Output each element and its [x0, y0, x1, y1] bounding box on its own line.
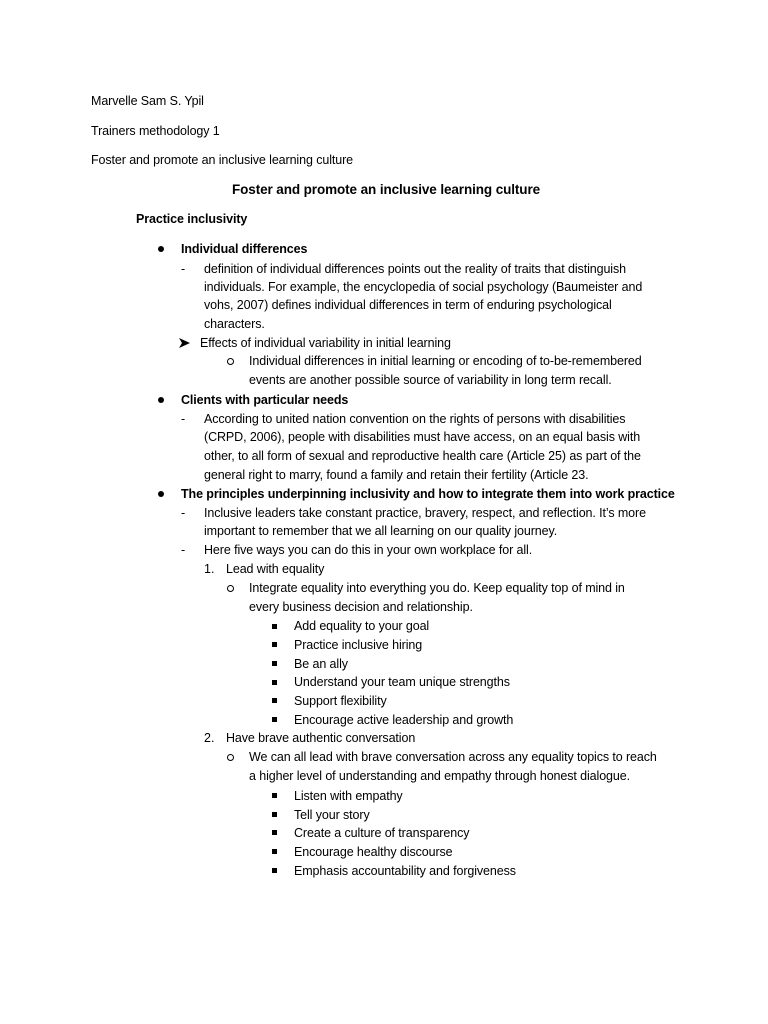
- list-item: Encourage healthy discourse: [294, 845, 453, 859]
- paragraph-line: Integrate equality into everything you do. Keep equality top of mind in: [249, 581, 625, 595]
- list-item: Encourage active leadership and growth: [294, 713, 514, 727]
- square-bullet-icon: [272, 624, 277, 629]
- list-item: Tell your story: [294, 808, 370, 822]
- square-bullet-icon: [272, 717, 277, 722]
- bullet-dot-icon: [158, 246, 164, 252]
- step-number: 1.: [204, 562, 215, 576]
- document-title: Foster and promote an inclusive learning culture: [232, 182, 541, 197]
- section-heading: Practice inclusivity: [136, 212, 248, 226]
- square-bullet-icon: [272, 680, 277, 685]
- paragraph-line: individuals. For example, the encyclopedia of social psychology (Baumeister and: [204, 280, 643, 294]
- topic-line: Foster and promote an inclusive learning culture: [91, 153, 354, 167]
- dash-marker: -: [181, 412, 186, 426]
- paragraph-line: other, to all form of sexual and reproductive health care (Article 25) as part of the: [204, 449, 641, 463]
- square-bullet-icon: [272, 698, 277, 703]
- list-item: Add equality to your goal: [294, 619, 430, 633]
- arrowhead-bullet-icon: [179, 338, 190, 348]
- hollow-circle-bullet-icon: [227, 585, 234, 592]
- paragraph-line: vohs, 2007) defines individual differences in term of enduring psychological: [204, 298, 612, 312]
- author-name: Marvelle Sam S. Ypil: [91, 94, 204, 108]
- list-item: Support flexibility: [294, 694, 387, 708]
- step-label: Have brave authentic conversation: [226, 731, 416, 745]
- list-item: Understand your team unique strengths: [294, 675, 510, 689]
- list-item: Listen with empathy: [294, 789, 403, 803]
- paragraph-line: Individual differences in initial learning or encoding of to-be-remembered: [249, 354, 642, 368]
- dash-marker: -: [181, 543, 186, 557]
- list-item: Be an ally: [294, 657, 348, 671]
- list-item: Emphasis accountability and forgiveness: [294, 864, 516, 878]
- paragraph-line: (CRPD, 2006), people with disabilities must have access, on an equal basis with: [204, 430, 641, 444]
- square-bullet-icon: [272, 661, 277, 666]
- hollow-circle-bullet-icon: [227, 358, 234, 365]
- paragraph-line: definition of individual differences points out the reality of traits that distinguish: [204, 262, 626, 276]
- square-bullet-icon: [272, 868, 277, 873]
- dash-marker: -: [181, 506, 186, 520]
- hollow-circle-bullet-icon: [227, 754, 234, 761]
- step-number: 2.: [204, 731, 215, 745]
- square-bullet-icon: [272, 642, 277, 647]
- paragraph-line: important to remember that we all learning on our quality journey.: [204, 524, 558, 538]
- bullet-dot-icon: [158, 491, 164, 497]
- square-bullet-icon: [272, 849, 277, 854]
- arrow-item: Effects of individual variability in initial learning: [200, 336, 451, 350]
- paragraph-line: According to united nation convention on the rights of persons with disabilities: [204, 412, 626, 426]
- step-label: Lead with equality: [226, 562, 325, 576]
- paragraph-line: Here five ways you can do this in your own workplace for all.: [204, 543, 533, 557]
- course-name: Trainers methodology 1: [91, 124, 220, 138]
- item-heading: The principles underpinning inclusivity and how to integrate them into work practice: [181, 487, 675, 501]
- square-bullet-icon: [272, 793, 277, 798]
- list-item: Create a culture of transparency: [294, 826, 470, 840]
- square-bullet-icon: [272, 830, 277, 835]
- square-bullet-icon: [272, 812, 277, 817]
- item-heading: Individual differences: [181, 242, 308, 256]
- list-item: Practice inclusive hiring: [294, 638, 423, 652]
- dash-marker: -: [181, 262, 186, 276]
- bullet-dot-icon: [158, 397, 164, 403]
- paragraph-line: We can all lead with brave conversation across any equality topics to reach: [249, 750, 657, 764]
- paragraph-line: events are another possible source of variability in long term recall.: [249, 373, 612, 387]
- paragraph-line: characters.: [204, 317, 265, 331]
- paragraph-line: Inclusive leaders take constant practice, bravery, respect, and reflection. It’s more: [204, 506, 646, 520]
- paragraph-line: a higher level of understanding and empathy through honest dialogue.: [249, 769, 630, 783]
- paragraph-line: every business decision and relationship.: [249, 600, 473, 614]
- item-heading: Clients with particular needs: [181, 393, 349, 407]
- paragraph-line: general right to marry, found a family and retain their fertility (Article 23.: [204, 468, 589, 482]
